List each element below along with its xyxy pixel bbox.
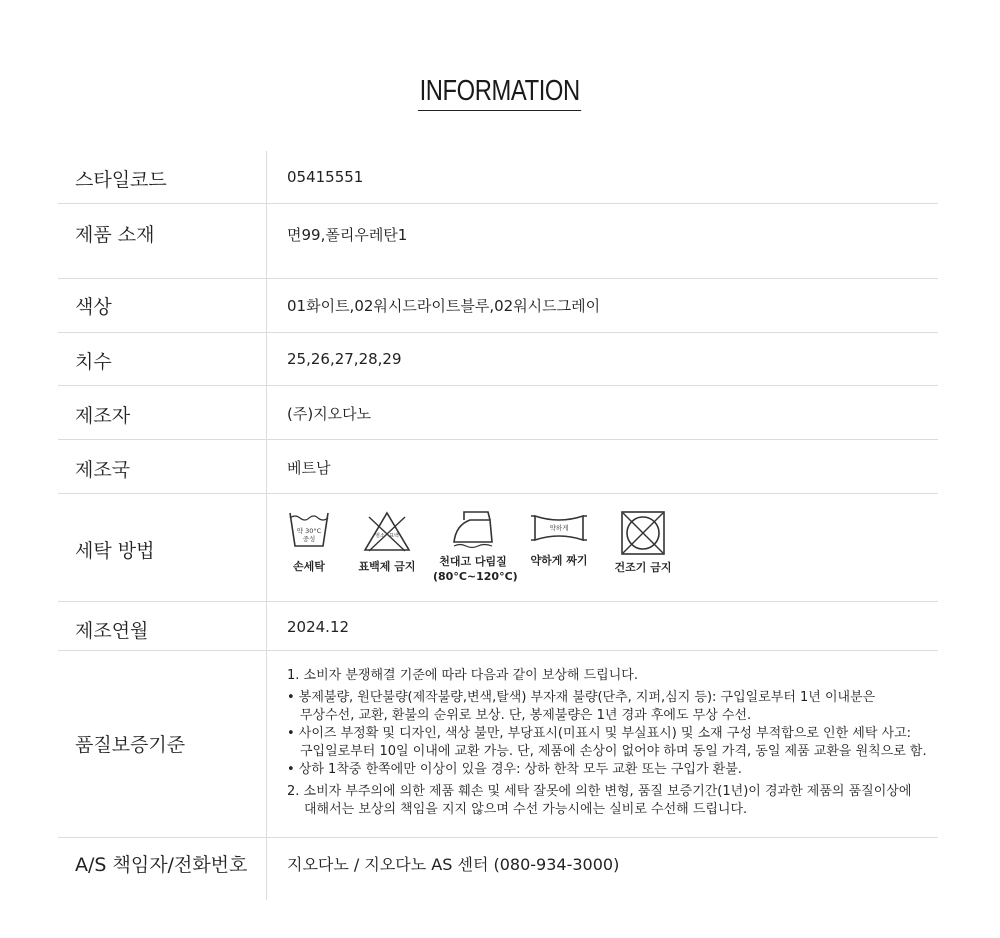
quality-line: • 봉제불량, 원단불량(제작불량,변색,탈색) 부자재 불량(단추, 지퍼,심지 등): 구입일로부터 1년 이내분은 (287, 690, 876, 705)
style-code-value: 05415551 (287, 168, 364, 186)
quality-text (287, 667, 927, 819)
table-row-wash (58, 494, 938, 602)
no-tumble-dry-item (612, 510, 674, 575)
table-row-manufacturer (58, 386, 938, 440)
manufacturer-value: (주)지오다노 (287, 405, 372, 423)
svg-text:염소: 염소 (375, 533, 385, 539)
no-tumble-dry-caption: 건조기 금지 (614, 561, 672, 574)
iron-item (433, 510, 518, 584)
hand-wash-icon (288, 510, 330, 550)
title-text: INFORMATION (418, 73, 581, 111)
information-table (58, 151, 938, 900)
table-row-manufacture-date (58, 602, 938, 651)
iron-caption-temp: (80°C~120°C) (433, 570, 518, 583)
iron-icon (450, 510, 496, 550)
gentle-wring-icon (529, 510, 589, 544)
iron-caption: 천대고 다림질 (439, 555, 507, 568)
size-value: 25,26,27,28,29 (287, 350, 402, 368)
gentle-wring-item (527, 510, 591, 568)
table-row-color (58, 279, 938, 333)
table-row-as (58, 838, 938, 900)
no-tumble-dry-icon (620, 510, 666, 556)
manufacture-date-label: 제조연월 (75, 620, 149, 642)
svg-text:표백: 표백 (389, 533, 399, 539)
page-title (0, 73, 1000, 111)
color-label: 색상 (75, 296, 112, 318)
gentle-wring-caption: 약하게 짜기 (530, 554, 588, 567)
wash-icons (287, 510, 707, 590)
quality-line: • 상하 1착중 한쪽에만 이상이 있을 경우: 상하 한착 모두 교환 또는 구입가 환불. (287, 762, 742, 777)
no-bleach-caption: 표백제 금지 (358, 560, 416, 573)
table-row-country (58, 440, 938, 494)
quality-label: 품질보증기준 (75, 734, 186, 756)
country-label: 제조국 (75, 459, 131, 481)
no-bleach-item (355, 510, 419, 574)
material-label: 제품 소재 (75, 224, 155, 246)
no-bleach-icon (362, 510, 412, 554)
table-row-material (58, 204, 938, 279)
manufacture-date-value: 2024.12 (287, 618, 350, 636)
wash-label: 세탁 방법 (75, 540, 155, 562)
quality-line: 구입일로부터 10일 이내에 교환 가능. 단, 제품에 손상이 없어야 하며 동일 가격, 동일 제품 교환을 원칙으로 함. (300, 744, 927, 759)
hand-wash-caption: 손세탁 (293, 560, 325, 573)
material-value: 면99,폴리우레탄1 (287, 226, 408, 244)
country-value: 베트남 (287, 459, 331, 477)
hand-wash-item (287, 510, 331, 574)
manufacturer-label: 제조자 (75, 405, 131, 427)
quality-line: 무상수선, 교환, 환불의 순위로 보상. 단, 봉제불량은 1년 경과 후에도 무상 수선. (300, 708, 752, 723)
table-row-style-code (58, 151, 938, 204)
quality-line: 1. 소비자 분쟁해결 기준에 따라 다음과 같이 보상해 드립니다. (287, 668, 638, 683)
quality-line: 대해서는 보상의 책임을 지지 않으며 수선 가능시에는 실비로 수선해 드립니다. (304, 802, 748, 817)
as-value: 지오다노 / 지오다노 AS 센터 (080-934-3000) (287, 855, 620, 874)
svg-text:약하게: 약하게 (549, 524, 569, 532)
as-label: A/S 책임자/전화번호 (75, 854, 248, 876)
table-row-size (58, 333, 938, 386)
style-code-label: 스타일코드 (75, 169, 167, 191)
svg-text:중성: 중성 (302, 535, 316, 543)
quality-line: • 사이즈 부정확 및 디자인, 색상 불만, 부당표시(미표시 및 부실표시) 및 소재 구성 부적합으로 인한 세탁 사고: (287, 726, 912, 741)
color-value: 01화이트,02워시드라이트블루,02워시드그레이 (287, 297, 601, 315)
quality-line: 2. 소비자 부주의에 의한 제품 훼손 및 세탁 잘못에 의한 변형, 품질 보증기간(1년)이 경과한 제품의 품질이상에 (287, 784, 912, 799)
table-row-quality (58, 651, 938, 838)
svg-text:약 30°C: 약 30°C (296, 527, 322, 535)
size-label: 치수 (75, 351, 112, 373)
